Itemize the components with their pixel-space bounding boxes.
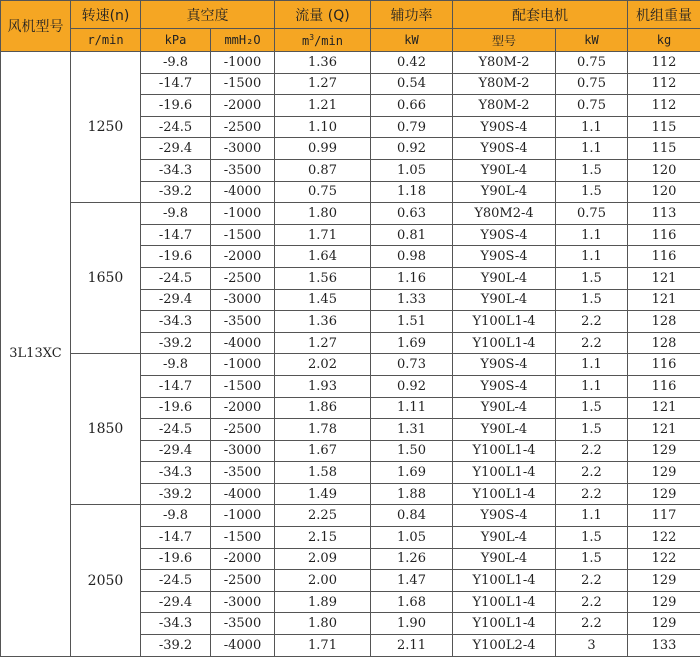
- flow-header: 流量 (Q): [275, 1, 371, 29]
- flow-cell: 1.27: [275, 73, 371, 95]
- flow-cell: 1.93: [275, 375, 371, 397]
- motor-type-cell: Y90S-4: [453, 354, 556, 376]
- motor-type-cell: Y100L1-4: [453, 311, 556, 333]
- speed-unit: r/min: [71, 29, 141, 52]
- kpa-cell: -14.7: [141, 527, 211, 549]
- flow-cell: 0.99: [275, 138, 371, 160]
- motor-type-cell: Y90L-4: [453, 397, 556, 419]
- motor-kw-cell: 1.5: [556, 527, 628, 549]
- motor-kw-cell: 0.75: [556, 73, 628, 95]
- motor-kw-cell: 0.75: [556, 95, 628, 117]
- motor-type-cell: Y90S-4: [453, 224, 556, 246]
- kpa-cell: -24.5: [141, 116, 211, 138]
- weight-cell: 133: [628, 635, 700, 657]
- weight-cell: 113: [628, 203, 700, 225]
- kpa-cell: -9.8: [141, 203, 211, 225]
- mmh2o-cell: -3500: [211, 159, 275, 181]
- power-cell: 1.18: [371, 181, 453, 203]
- motor-kw-cell: 2.2: [556, 462, 628, 484]
- mmh2o-cell: -3500: [211, 311, 275, 333]
- flow-cell: 1.45: [275, 289, 371, 311]
- mmh2o-cell: -2500: [211, 267, 275, 289]
- motor-type-unit: 型号: [453, 29, 556, 52]
- motor-kw-cell: 2.2: [556, 332, 628, 354]
- weight-cell: 129: [628, 483, 700, 505]
- motor-kw-cell: 1.5: [556, 419, 628, 441]
- power-cell: 0.73: [371, 354, 453, 376]
- unit-weight-header: 机组重量: [628, 1, 700, 29]
- flow-cell: 1.80: [275, 203, 371, 225]
- flow-cell: 0.87: [275, 159, 371, 181]
- flow-cell: 1.80: [275, 613, 371, 635]
- power-cell: 0.66: [371, 95, 453, 117]
- motor-type-cell: Y80M-2: [453, 73, 556, 95]
- mmh2o-cell: -3500: [211, 462, 275, 484]
- kpa-cell: -34.3: [141, 311, 211, 333]
- weight-cell: 129: [628, 462, 700, 484]
- kpa-cell: -24.5: [141, 419, 211, 441]
- mmh2o-cell: -3000: [211, 289, 275, 311]
- motor-type-cell: Y100L1-4: [453, 332, 556, 354]
- weight-cell: 112: [628, 73, 700, 95]
- motor-kw-cell: 1.1: [556, 116, 628, 138]
- motor-kw-cell: 2.2: [556, 483, 628, 505]
- motor-type-cell: Y100L1-4: [453, 613, 556, 635]
- motor-type-cell: Y90L-4: [453, 527, 556, 549]
- header-row-units: [1, 29, 700, 52]
- flow-cell: 1.56: [275, 267, 371, 289]
- motor-kw-cell: 0.75: [556, 203, 628, 225]
- motor-kw-cell: 1.1: [556, 246, 628, 268]
- motor-kw-cell: 2.2: [556, 613, 628, 635]
- weight-cell: 121: [628, 289, 700, 311]
- mmh2o-cell: -1500: [211, 527, 275, 549]
- mmh2o-cell: -3000: [211, 440, 275, 462]
- kpa-cell: -29.4: [141, 591, 211, 613]
- weight-unit: kg: [628, 29, 700, 52]
- flow-unit-sup: 3: [309, 33, 314, 42]
- power-cell: 0.79: [371, 116, 453, 138]
- power-cell: 2.11: [371, 635, 453, 657]
- kpa-cell: -34.3: [141, 159, 211, 181]
- flow-cell: 1.27: [275, 332, 371, 354]
- kpa-cell: -29.4: [141, 138, 211, 160]
- mmh2o-cell: -2000: [211, 246, 275, 268]
- weight-cell: 115: [628, 138, 700, 160]
- kpa-cell: -29.4: [141, 440, 211, 462]
- weight-cell: 116: [628, 246, 700, 268]
- shaft-power-header: 辅功率: [371, 1, 453, 29]
- flow-unit-tail: /min: [314, 34, 343, 48]
- flow-cell: 1.49: [275, 483, 371, 505]
- flow-cell: 1.36: [275, 52, 371, 74]
- flow-cell: 1.86: [275, 397, 371, 419]
- table-row: [1, 203, 700, 225]
- motor-type-cell: Y90S-4: [453, 138, 556, 160]
- kpa-unit: kPa: [141, 29, 211, 52]
- kpa-cell: -19.6: [141, 246, 211, 268]
- motor-kw-cell: 1.1: [556, 224, 628, 246]
- motor-type-cell: Y100L1-4: [453, 570, 556, 592]
- mmh2o-cell: -1000: [211, 52, 275, 74]
- weight-cell: 117: [628, 505, 700, 527]
- motor-type-cell: Y90L-4: [453, 181, 556, 203]
- speed-cell: 2050: [71, 505, 141, 656]
- flow-cell: 2.02: [275, 354, 371, 376]
- mmh2o-cell: -1500: [211, 73, 275, 95]
- mmh2o-cell: -2500: [211, 570, 275, 592]
- motor-type-cell: Y90S-4: [453, 246, 556, 268]
- mmh2o-cell: -4000: [211, 332, 275, 354]
- flow-cell: 1.21: [275, 95, 371, 117]
- power-cell: 1.51: [371, 311, 453, 333]
- mmh2o-cell: -2500: [211, 419, 275, 441]
- kpa-cell: -14.7: [141, 73, 211, 95]
- motor-type-cell: Y100L1-4: [453, 591, 556, 613]
- weight-cell: 122: [628, 548, 700, 570]
- motor-kw-cell: 1.1: [556, 354, 628, 376]
- mmh2o-cell: -4000: [211, 635, 275, 657]
- motor-kw-cell: 1.5: [556, 159, 628, 181]
- mmh2o-cell: -1000: [211, 505, 275, 527]
- power-cell: 1.69: [371, 332, 453, 354]
- power-cell: 0.42: [371, 52, 453, 74]
- power-cell: 1.90: [371, 613, 453, 635]
- weight-cell: 128: [628, 311, 700, 333]
- motor-kw-cell: 2.2: [556, 440, 628, 462]
- flow-cell: 1.67: [275, 440, 371, 462]
- weight-cell: 112: [628, 95, 700, 117]
- motor-kw-cell: 1.5: [556, 289, 628, 311]
- speed-header: 转速(n): [71, 1, 141, 29]
- kpa-cell: -9.8: [141, 52, 211, 74]
- kpa-cell: -14.7: [141, 224, 211, 246]
- flow-cell: 1.64: [275, 246, 371, 268]
- motor-kw-cell: 1.1: [556, 505, 628, 527]
- flow-cell: 2.25: [275, 505, 371, 527]
- weight-cell: 129: [628, 591, 700, 613]
- motor-header: 配套电机: [453, 1, 628, 29]
- kpa-cell: -14.7: [141, 375, 211, 397]
- flow-cell: 0.75: [275, 181, 371, 203]
- weight-cell: 121: [628, 397, 700, 419]
- power-cell: 1.69: [371, 462, 453, 484]
- mmh2o-cell: -3000: [211, 138, 275, 160]
- motor-type-cell: Y80M-2: [453, 95, 556, 117]
- power-cell: 1.26: [371, 548, 453, 570]
- power-unit: kW: [371, 29, 453, 52]
- flow-cell: 1.71: [275, 635, 371, 657]
- motor-type-cell: Y90L-4: [453, 159, 556, 181]
- fan-model-header: 风机型号: [1, 1, 71, 52]
- flow-unit-base: m: [302, 34, 309, 48]
- kpa-cell: -34.3: [141, 613, 211, 635]
- weight-cell: 115: [628, 116, 700, 138]
- flow-cell: 1.71: [275, 224, 371, 246]
- power-cell: 1.16: [371, 267, 453, 289]
- weight-cell: 116: [628, 354, 700, 376]
- power-cell: 0.92: [371, 375, 453, 397]
- motor-kw-cell: 2.2: [556, 591, 628, 613]
- mmh2o-cell: -2000: [211, 548, 275, 570]
- motor-kw-cell: 0.75: [556, 52, 628, 74]
- flow-cell: 1.78: [275, 419, 371, 441]
- motor-kw-cell: 2.2: [556, 570, 628, 592]
- kpa-cell: -39.2: [141, 483, 211, 505]
- motor-kw-cell: 1.5: [556, 267, 628, 289]
- weight-cell: 128: [628, 332, 700, 354]
- flow-cell: 2.09: [275, 548, 371, 570]
- motor-type-cell: Y90S-4: [453, 116, 556, 138]
- motor-kw-cell: 1.5: [556, 181, 628, 203]
- mmh2o-cell: -4000: [211, 483, 275, 505]
- motor-kw-cell: 2.2: [556, 311, 628, 333]
- kpa-cell: -19.6: [141, 548, 211, 570]
- mmh2o-cell: -2000: [211, 397, 275, 419]
- power-cell: 0.98: [371, 246, 453, 268]
- motor-type-cell: Y90L-4: [453, 419, 556, 441]
- motor-type-cell: Y100L1-4: [453, 440, 556, 462]
- motor-type-cell: Y100L1-4: [453, 462, 556, 484]
- kpa-cell: -39.2: [141, 181, 211, 203]
- power-cell: 1.88: [371, 483, 453, 505]
- speed-cell: 1850: [71, 354, 141, 505]
- mmh2o-cell: -3500: [211, 613, 275, 635]
- kpa-cell: -24.5: [141, 570, 211, 592]
- power-cell: 0.54: [371, 73, 453, 95]
- motor-type-cell: Y90L-4: [453, 289, 556, 311]
- weight-cell: 120: [628, 181, 700, 203]
- kpa-cell: -39.2: [141, 635, 211, 657]
- table-row: [1, 52, 700, 74]
- kpa-cell: -19.6: [141, 95, 211, 117]
- motor-kw-cell: 1.5: [556, 397, 628, 419]
- vacuum-header: 真空度: [141, 1, 275, 29]
- flow-cell: 2.15: [275, 527, 371, 549]
- weight-cell: 120: [628, 159, 700, 181]
- weight-cell: 121: [628, 267, 700, 289]
- speed-cell: 1250: [71, 52, 141, 203]
- motor-type-cell: Y90S-4: [453, 505, 556, 527]
- kpa-cell: -19.6: [141, 397, 211, 419]
- motor-kw-cell: 1.1: [556, 375, 628, 397]
- power-cell: 0.81: [371, 224, 453, 246]
- fan-model-cell: 3L13XC: [1, 52, 71, 657]
- flow-cell: 2.00: [275, 570, 371, 592]
- speed-cell: 1650: [71, 203, 141, 354]
- mmh2o-cell: -2000: [211, 95, 275, 117]
- mmh2o-cell: -2500: [211, 116, 275, 138]
- kpa-cell: -9.8: [141, 354, 211, 376]
- kpa-cell: -34.3: [141, 462, 211, 484]
- power-cell: 0.63: [371, 203, 453, 225]
- weight-cell: 122: [628, 527, 700, 549]
- power-cell: 0.92: [371, 138, 453, 160]
- weight-cell: 129: [628, 570, 700, 592]
- mmh2o-cell: -1000: [211, 354, 275, 376]
- power-cell: 1.47: [371, 570, 453, 592]
- kpa-cell: -29.4: [141, 289, 211, 311]
- weight-cell: 116: [628, 224, 700, 246]
- power-cell: 1.50: [371, 440, 453, 462]
- flow-cell: 1.36: [275, 311, 371, 333]
- motor-kw-cell: 1.5: [556, 548, 628, 570]
- power-cell: 1.68: [371, 591, 453, 613]
- header-row-main: [1, 1, 700, 29]
- power-cell: 1.05: [371, 527, 453, 549]
- power-cell: 1.31: [371, 419, 453, 441]
- mmh2o-cell: -4000: [211, 181, 275, 203]
- power-cell: 0.84: [371, 505, 453, 527]
- power-cell: 1.33: [371, 289, 453, 311]
- motor-type-cell: Y100L1-4: [453, 483, 556, 505]
- weight-cell: 121: [628, 419, 700, 441]
- flow-cell: 1.89: [275, 591, 371, 613]
- motor-type-cell: Y90S-4: [453, 375, 556, 397]
- mmh2o-cell: -1500: [211, 224, 275, 246]
- weight-cell: 129: [628, 440, 700, 462]
- kpa-cell: -39.2: [141, 332, 211, 354]
- motor-type-cell: Y80M-2: [453, 52, 556, 74]
- table-row: [1, 354, 700, 376]
- mmh2o-cell: -1500: [211, 375, 275, 397]
- kpa-cell: -24.5: [141, 267, 211, 289]
- weight-cell: 116: [628, 375, 700, 397]
- motor-type-cell: Y90L-4: [453, 548, 556, 570]
- table-row: [1, 505, 700, 527]
- kpa-cell: -9.8: [141, 505, 211, 527]
- mmh2o-cell: -1000: [211, 203, 275, 225]
- weight-cell: 112: [628, 52, 700, 74]
- weight-cell: 129: [628, 613, 700, 635]
- motor-kw-cell: 1.1: [556, 138, 628, 160]
- mmh2o-unit: mmH₂O: [211, 29, 275, 52]
- power-cell: 1.05: [371, 159, 453, 181]
- flow-cell: 1.10: [275, 116, 371, 138]
- power-cell: 1.11: [371, 397, 453, 419]
- motor-type-cell: Y90L-4: [453, 267, 556, 289]
- motor-type-cell: Y80M2-4: [453, 203, 556, 225]
- flow-unit: [275, 29, 371, 52]
- table-body: [1, 52, 700, 657]
- flow-cell: 1.58: [275, 462, 371, 484]
- motor-kw-unit: kW: [556, 29, 628, 52]
- mmh2o-cell: -3000: [211, 591, 275, 613]
- motor-kw-cell: 3: [556, 635, 628, 657]
- motor-type-cell: Y100L2-4: [453, 635, 556, 657]
